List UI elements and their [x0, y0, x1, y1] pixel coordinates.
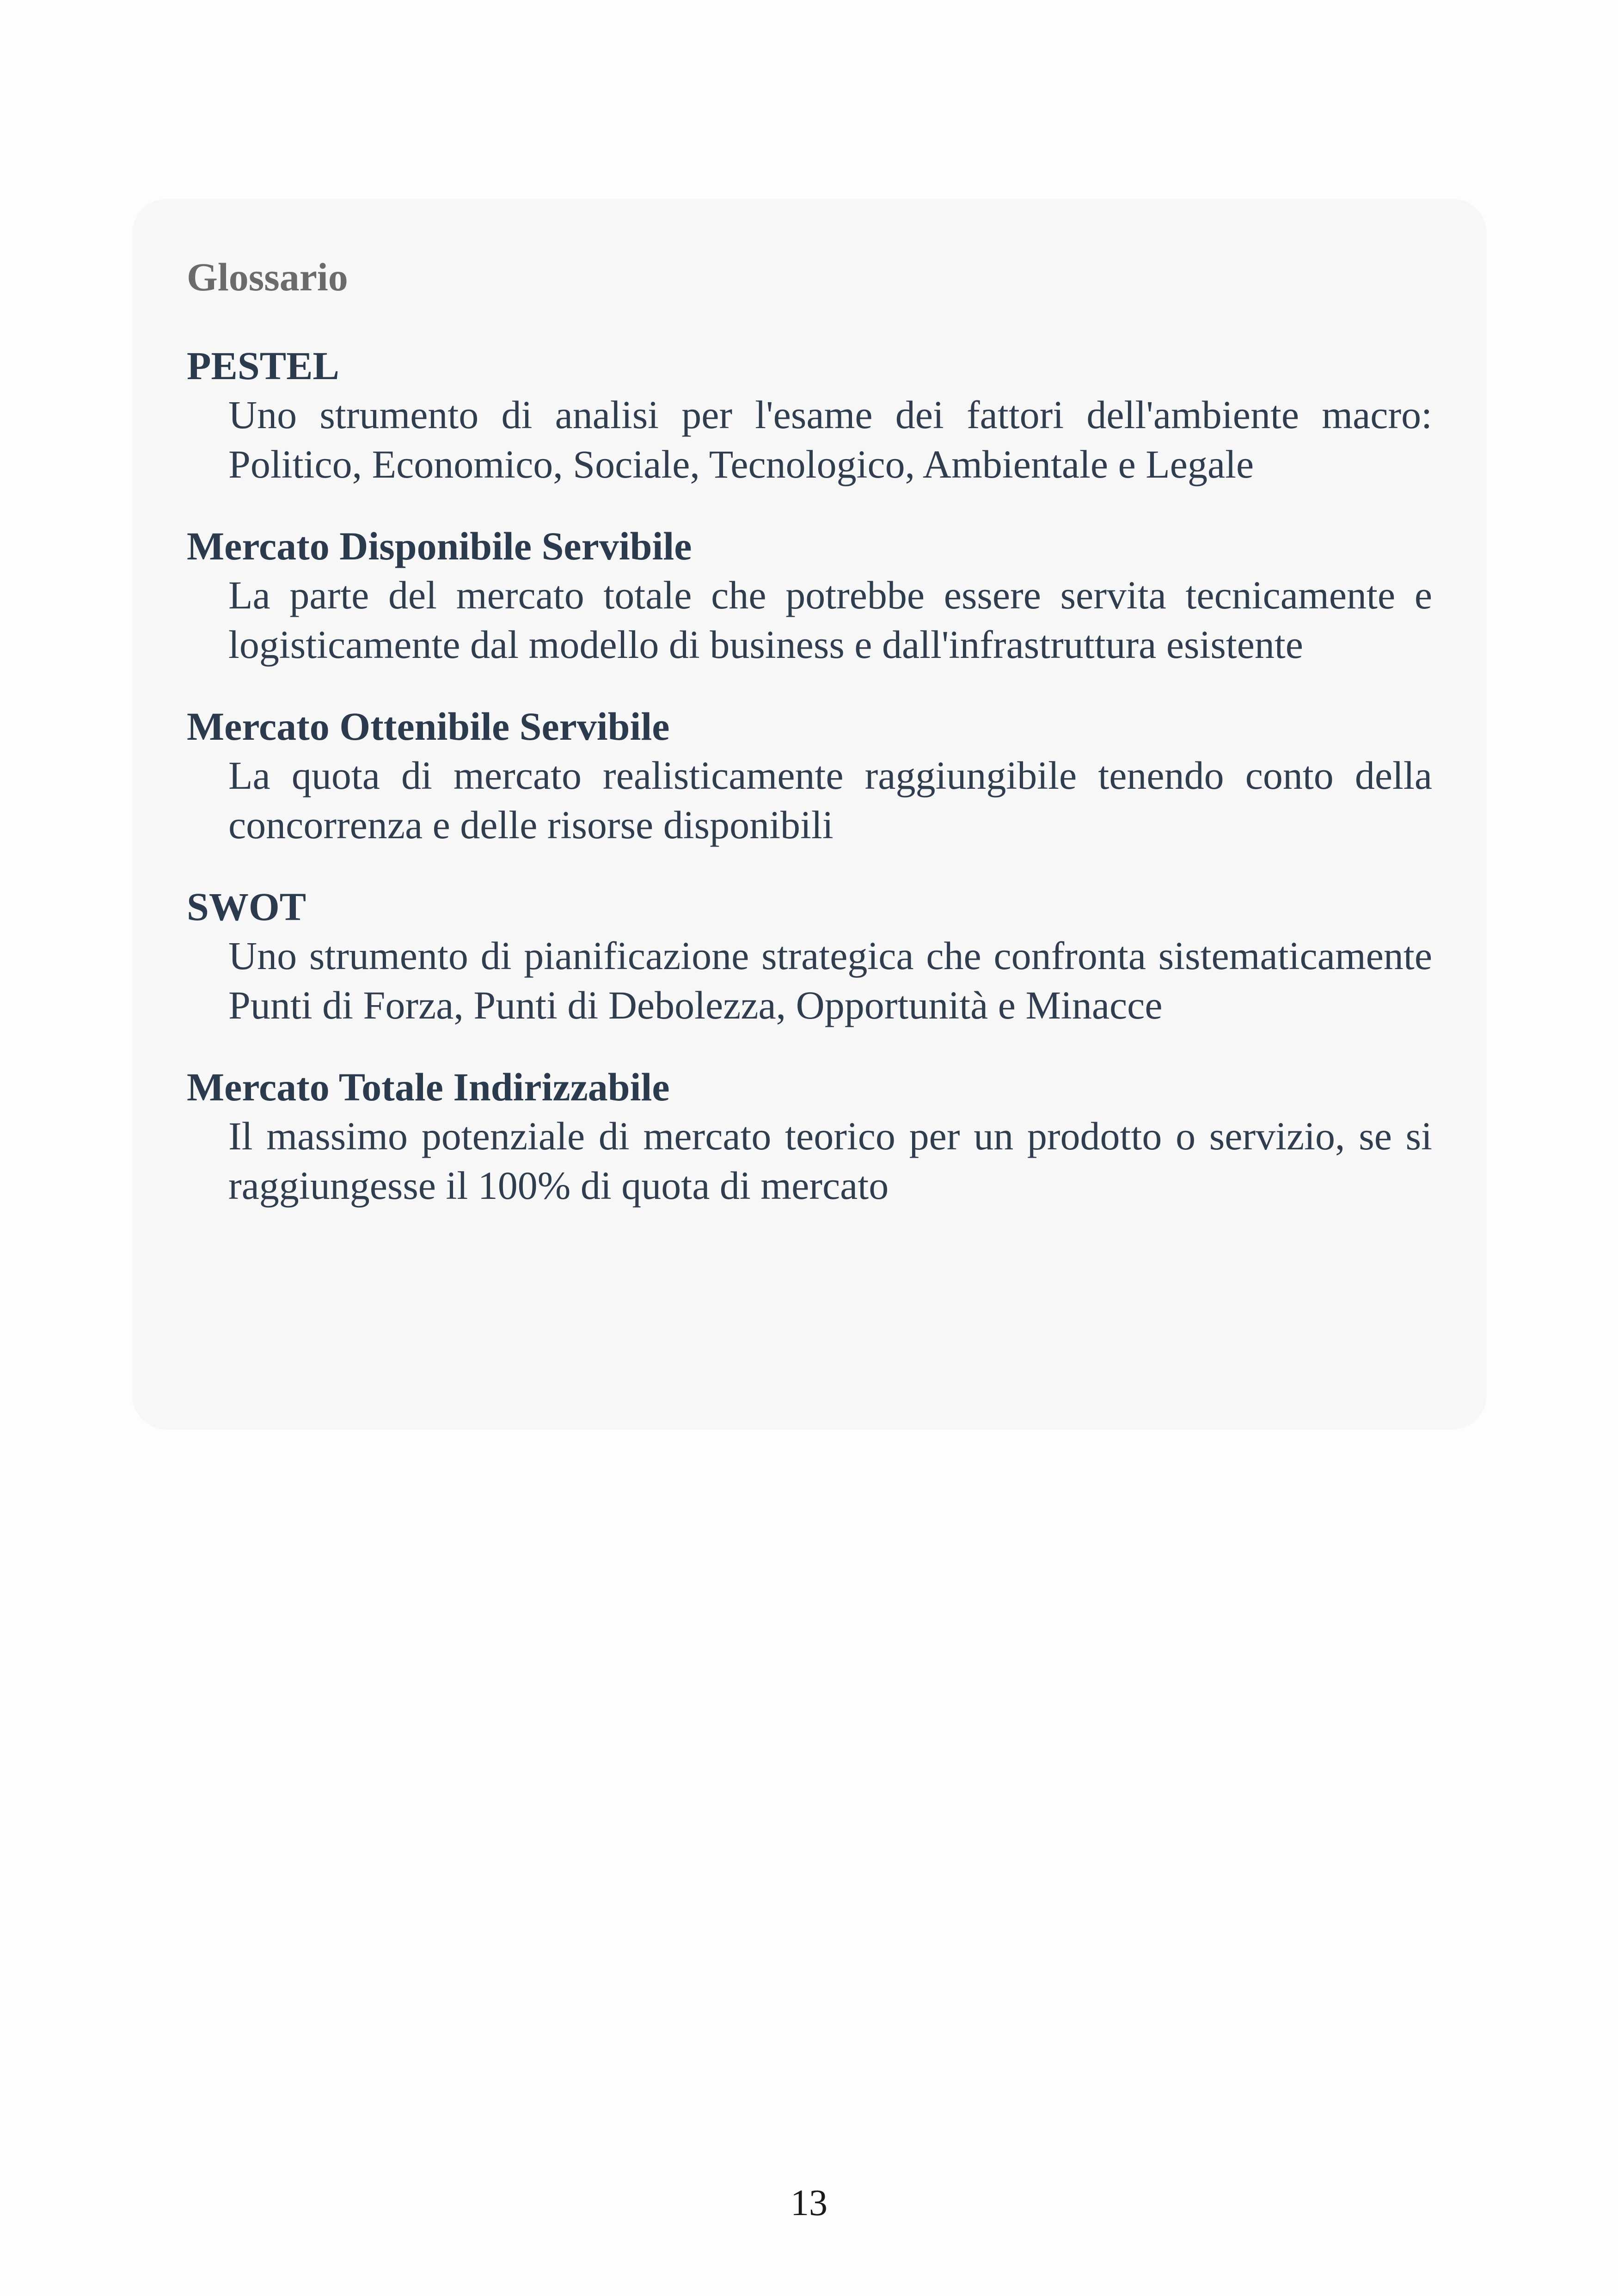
glossary-definition: Uno strumento di analisi per l'esame dei fattori dell'ambiente macro: Politico, Economico, Sociale, Tecnologico, Ambientale e Legale — [228, 393, 1432, 487]
glossary-term: Mercato Totale Indirizzabile — [187, 1064, 670, 1109]
glossary-entry — [187, 702, 1432, 850]
glossary-entry — [187, 1063, 1432, 1210]
glossary-term: Mercato Ottenibile Servibile — [187, 704, 670, 749]
glossary-entry — [187, 522, 1432, 669]
glossary-term: SWOT — [187, 884, 306, 929]
glossary-title: Glossario — [187, 255, 348, 299]
glossary-definition: Il massimo potenziale di mercato teorico per un prodotto o servizio, se si raggiungesse il 100% di quota di mercato — [228, 1113, 1432, 1208]
glossary-definition: La parte del mercato totale che potrebbe essere servita tecnicamente e logisticamente dal modello di business e dall'infrastruttura esistente — [228, 573, 1432, 667]
glossary-term: PESTEL — [187, 344, 339, 388]
glossary-box — [132, 199, 1487, 1430]
glossary-definition: Uno strumento di pianificazione strategica che confronta sistematicamente Punti di Forza, Punti di Debolezza, Opportunità e Minacce — [228, 933, 1432, 1027]
page-number: 13 — [791, 2183, 827, 2223]
glossary-entry — [187, 883, 1432, 1030]
glossary-entry — [187, 342, 1432, 489]
glossary-definition: La quota di mercato realisticamente raggiungibile tenendo conto della concorrenza e delle risorse disponibili — [228, 753, 1432, 847]
glossary-term: Mercato Disponibile Servibile — [187, 524, 692, 569]
